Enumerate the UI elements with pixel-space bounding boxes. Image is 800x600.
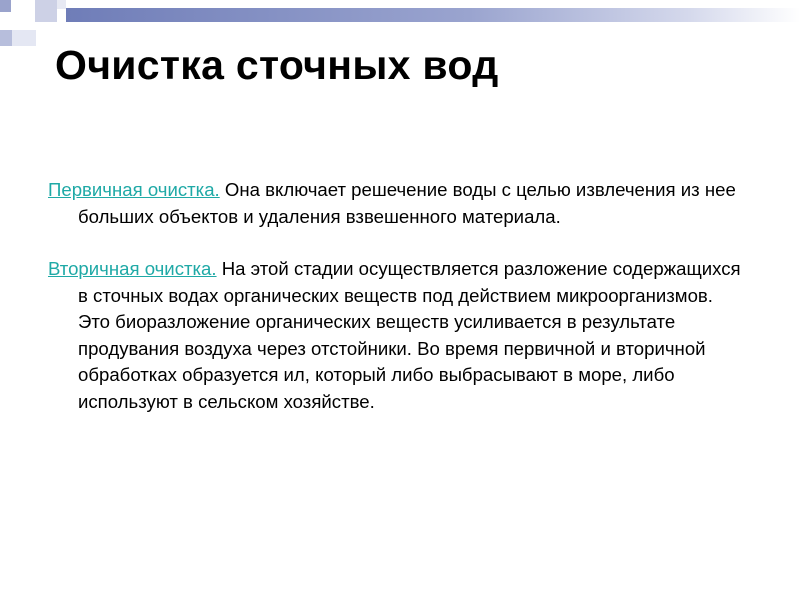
slide-body — [48, 177, 748, 441]
link-primary-treatment[interactable]: Первичная очистка. — [48, 179, 220, 200]
decor-square — [11, 0, 35, 30]
paragraph-secondary-treatment — [48, 256, 748, 415]
decor-square — [12, 30, 36, 46]
paragraph-primary-treatment — [48, 177, 748, 230]
header-bar — [66, 8, 800, 22]
decor-square — [35, 0, 57, 22]
link-secondary-treatment[interactable]: Вторичная очистка. — [48, 258, 217, 279]
decor-square — [0, 0, 11, 12]
decor-square — [0, 30, 12, 46]
decor-square — [57, 0, 66, 9]
slide-title: Очистка сточных вод — [55, 42, 499, 88]
paragraph-text: Она включает решечение воды с целью извлечения из нее больших объектов и удаления взвешенного материала. — [78, 179, 736, 227]
paragraph-text: На этой стадии осуществляется разложение содержащихся в сточных водах органических веществ под действием микроорганизмов. Это биоразложение органических веществ усиливается в результате продувания воздуха через отстойники. Во время первичной и вторичной обработках образуется ил, который либо выбрасывают в море, либо используют в сельском хозяйстве. — [78, 258, 741, 412]
